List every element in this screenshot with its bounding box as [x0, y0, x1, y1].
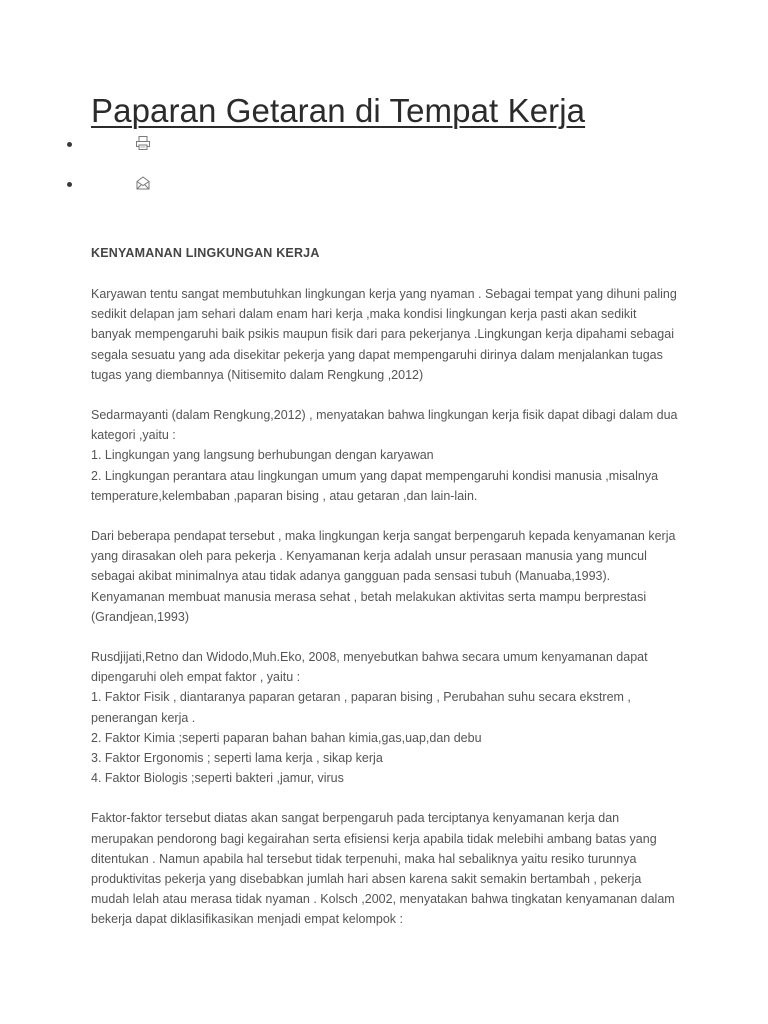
list-item: 1. Lingkungan yang langsung berhubungan dengan karyawan: [91, 448, 434, 463]
text-line: dipengaruhi oleh empat faktor , yaitu :: [91, 670, 301, 685]
bullet-dot: [67, 182, 72, 187]
text-line: Sedarmayanti (dalam Rengkung,2012) , menyatakan bahwa lingkungan kerja fisik dapat dibagi dalam dua: [91, 408, 678, 423]
print-icon[interactable]: [135, 135, 151, 151]
text-line: mudah lelah atau merasa tidak nyaman . Kolsch ,2002, menyatakan bahwa tingkatan kenyamanan dalam: [91, 892, 675, 907]
paragraph: [91, 405, 691, 506]
text-line: kategori ,yaitu :: [91, 428, 176, 443]
text-line: bekerja dapat diklasifikasikan menjadi empat kelompok :: [91, 912, 403, 927]
article-body: [91, 243, 691, 950]
text-line: merupakan pendorong bagi kegairahan serta efisiensi kerja apabila tidak melebihi ambang batas yang: [91, 831, 657, 846]
list-item: 1. Faktor Fisik , diantaranya paparan getaran , paparan bising , Perubahan suhu secara ekstrem ,: [91, 690, 631, 705]
text-line: Rusdjijati,Retno dan Widodo,Muh.Eko, 2008, menyebutkan bahwa secara umum kenyamanan dapat: [91, 650, 648, 665]
paragraph: [91, 284, 691, 385]
text-line: banyak mempengaruhi baik psikis maupun fisik dari para pekerjanya .Lingkungan kerja dipahami sebagai: [91, 327, 674, 342]
text-line: yang dirasakan oleh para pekerja . Kenyamanan kerja adalah unsur perasaan manusia yang muncul: [91, 549, 647, 564]
paragraph: [91, 647, 691, 788]
text-line: segala sesuatu yang ada disekitar pekerja yang dapat mempengaruhi dirinya dalam menjalankan tugas: [91, 347, 663, 362]
text-line: produktivitas pekerja yang disebabkan jumlah hari absen karena sakit semakin bertambah , pekerja: [91, 872, 642, 887]
text-line: tugas yang diembannya (Nitisemito dalam Rengkung ,2012): [91, 367, 424, 382]
text-line: sebagai akibat minimalnya atau tidak adanya gangguan pada sensasi tubuh (Manuaba,1993).: [91, 569, 611, 584]
text-line: Kenyamanan membuat manusia merasa sehat , betah melakukan aktivitas serta mampu berprestasi: [91, 589, 647, 604]
paragraph: [91, 808, 691, 929]
text-line: (Grandjean,1993): [91, 609, 189, 624]
bullet-dot: [67, 142, 72, 147]
text-line: Faktor-faktor tersebut diatas akan sangat berpengaruh pada terciptanya kenyamanan kerja dan: [91, 811, 620, 826]
text-line: sedikit delapan jam sehari dalam enam hari kerja ,maka kondisi lingkungan kerja pasti akan sedikit: [91, 307, 637, 322]
list-item: 4. Faktor Biologis ;seperti bakteri ,jamur, virus: [91, 771, 344, 786]
bullet-item-mail: [0, 175, 300, 195]
text-line: ditentukan . Namun apabila hal tersebut tidak terpenuhi, maka hal sebaliknya yaitu resiko turunnya: [91, 851, 637, 866]
list-item: 2. Faktor Kimia ;seperti paparan bahan bahan kimia,gas,uap,dan debu: [91, 730, 482, 745]
bullet-item-print: [0, 135, 300, 155]
list-item: 2. Lingkungan perantara atau lingkungan umum yang dapat mempengaruhi kondisi manusia ,misalnya: [91, 468, 659, 483]
text-line: Dari beberapa pendapat tersebut , maka lingkungan kerja sangat berpengaruh kepada kenyamanan kerja: [91, 529, 676, 544]
paragraph: [91, 526, 691, 627]
page-title[interactable]: Paparan Getaran di Tempat Kerja: [91, 92, 586, 129]
text-line: penerangan kerja .: [91, 710, 196, 725]
text-line: temperature,kelembaban ,paparan bising , atau getaran ,dan lain-lain.: [91, 488, 478, 503]
text-line: Karyawan tentu sangat membutuhkan lingkungan kerja yang nyaman . Sebagai tempat yang dihuni paling: [91, 287, 677, 301]
list-item: 3. Faktor Ergonomis ; seperti lama kerja , sikap kerja: [91, 751, 383, 766]
section-heading: KENYAMANAN LINGKUNGAN KERJA: [91, 246, 320, 260]
mail-icon[interactable]: [135, 175, 151, 191]
